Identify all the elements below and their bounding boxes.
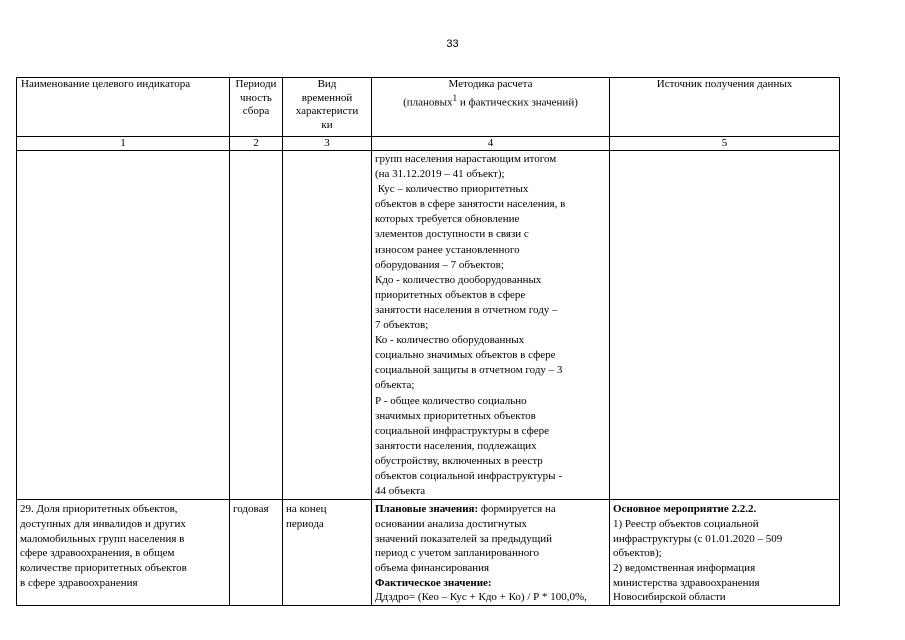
header-data-source: Источник получения данных xyxy=(610,78,840,137)
indicator-name-line: маломобильных групп населения в xyxy=(20,532,185,545)
method-line: обустройству, включенных в реестр xyxy=(375,454,543,467)
header-periodicity-line: чность xyxy=(240,91,272,104)
periodicity-cell: годовая xyxy=(230,500,283,606)
method-line: объектов в сфере занятости населения, в xyxy=(375,198,566,211)
column-number: 1 xyxy=(17,137,230,151)
method-line: Кус – количество приоритетных xyxy=(375,183,529,196)
header-periodicity xyxy=(230,78,283,137)
header-time-line: временной xyxy=(301,91,353,104)
header-method xyxy=(372,78,610,137)
fact-label: Фактическое значение: xyxy=(375,576,492,589)
method-line: социальной инфраструктуры в сфере xyxy=(375,424,549,437)
footnote-mark: 1 xyxy=(452,92,458,103)
source-line: Новосибирской области xyxy=(613,591,726,604)
method-line: Р - общее количество социально xyxy=(375,394,527,407)
column-number: 4 xyxy=(372,137,610,151)
page-number: 33 xyxy=(446,38,459,50)
column-number: 3 xyxy=(283,137,372,151)
empty-cell xyxy=(230,151,283,500)
method-line: приоритетных объектов в сфере xyxy=(375,288,526,301)
method-line: значений показателей за предыдущий xyxy=(375,532,553,545)
method-line: (на 31.12.2019 – 41 объект); xyxy=(375,168,505,181)
indicator-name-line: доступных для инвалидов и других xyxy=(20,517,186,530)
header-time-line: характеристи xyxy=(295,105,359,117)
method-line: Ко - количество оборудованных xyxy=(375,334,525,347)
header-indicator-name: Наименование целевого индикатора xyxy=(17,78,230,137)
method-line: занятости населения в отчетном году – xyxy=(375,303,558,316)
header-method-line: и фактических значений) xyxy=(457,96,578,109)
method-line: социально значимых объектов в сфере xyxy=(375,349,556,362)
source-line: 1) Реестр объектов социальной xyxy=(613,517,759,530)
method-line: износом ранее установленного xyxy=(375,243,520,256)
method-line: групп населения нарастающим итогом xyxy=(375,153,557,165)
time-characteristic-cell xyxy=(283,500,372,606)
source-main-activity: Основное мероприятие 2.2.2. xyxy=(613,503,757,516)
method-planned-first-line xyxy=(375,502,606,517)
method-line: основании анализа достигнутых xyxy=(375,517,528,530)
method-formula: Ддздро= (Кео – Кус + Кдо + Ко) / Р * 100,0%, xyxy=(375,591,587,604)
table-row-indicator-29 xyxy=(17,500,840,606)
method-line: период с учетом запланированного xyxy=(375,547,539,560)
method-line: социальной защиты в отчетном году – 3 xyxy=(375,364,563,377)
method-line: формируется на xyxy=(478,503,556,516)
source-line: объектов); xyxy=(613,547,662,560)
empty-cell xyxy=(17,151,230,500)
indicator-name-line: в сфере здравоохранения xyxy=(20,576,138,589)
indicator-name-line: сфере здравоохранения, в общем xyxy=(20,547,175,560)
method-line: занятости населения, подлежащих xyxy=(375,439,537,452)
method-line: значимых приоритетных объектов xyxy=(375,409,536,422)
data-source-cell xyxy=(610,500,840,606)
source-line: министерства здравоохранения xyxy=(613,576,760,589)
indicator-name-line: количестве приоритетных объектов xyxy=(20,561,187,574)
table-header-row xyxy=(17,78,840,137)
header-method-line: Методика расчета xyxy=(448,78,533,90)
method-line: 7 объектов; xyxy=(375,319,429,332)
method-line: объектов социальной инфраструктуры - xyxy=(375,469,562,482)
method-line: оборудования – 7 объектов; xyxy=(375,258,504,271)
header-periodicity-line: сбора xyxy=(242,105,270,117)
indicators-table xyxy=(16,77,840,606)
method-line: которых требуется обновление xyxy=(375,213,520,226)
header-method-line: (плановых xyxy=(403,96,453,109)
column-number: 5 xyxy=(610,137,840,151)
method-line: элементов доступности в связи с xyxy=(375,228,529,241)
time-line: на конец xyxy=(286,503,327,516)
indicator-name-cell xyxy=(17,500,230,606)
header-periodicity-line: Периоди xyxy=(235,78,277,90)
header-time-line: Вид xyxy=(317,78,337,90)
method-line: объема финансирования xyxy=(375,561,490,574)
planned-label: Плановые значения: xyxy=(375,503,479,516)
source-line: 2) ведомственная информация xyxy=(613,561,756,574)
method-cell xyxy=(372,500,610,606)
time-line: периода xyxy=(286,517,324,530)
method-line: Кдо - количество дооборудованных xyxy=(375,273,542,286)
method-line: 44 объекта xyxy=(375,485,426,498)
column-number-row xyxy=(17,137,840,151)
empty-cell xyxy=(283,151,372,500)
header-time-line: ки xyxy=(321,118,333,131)
indicator-name-line: 29. Доля приоритетных объектов, xyxy=(20,503,178,516)
column-number: 2 xyxy=(230,137,283,151)
header-time-characteristic xyxy=(283,78,372,137)
method-continuation-cell xyxy=(372,151,610,500)
empty-cell xyxy=(610,151,840,500)
method-line: объекта; xyxy=(375,379,415,392)
table-row-continuation xyxy=(17,151,840,500)
source-line: инфраструктуры (с 01.01.2020 – 509 xyxy=(613,532,783,545)
